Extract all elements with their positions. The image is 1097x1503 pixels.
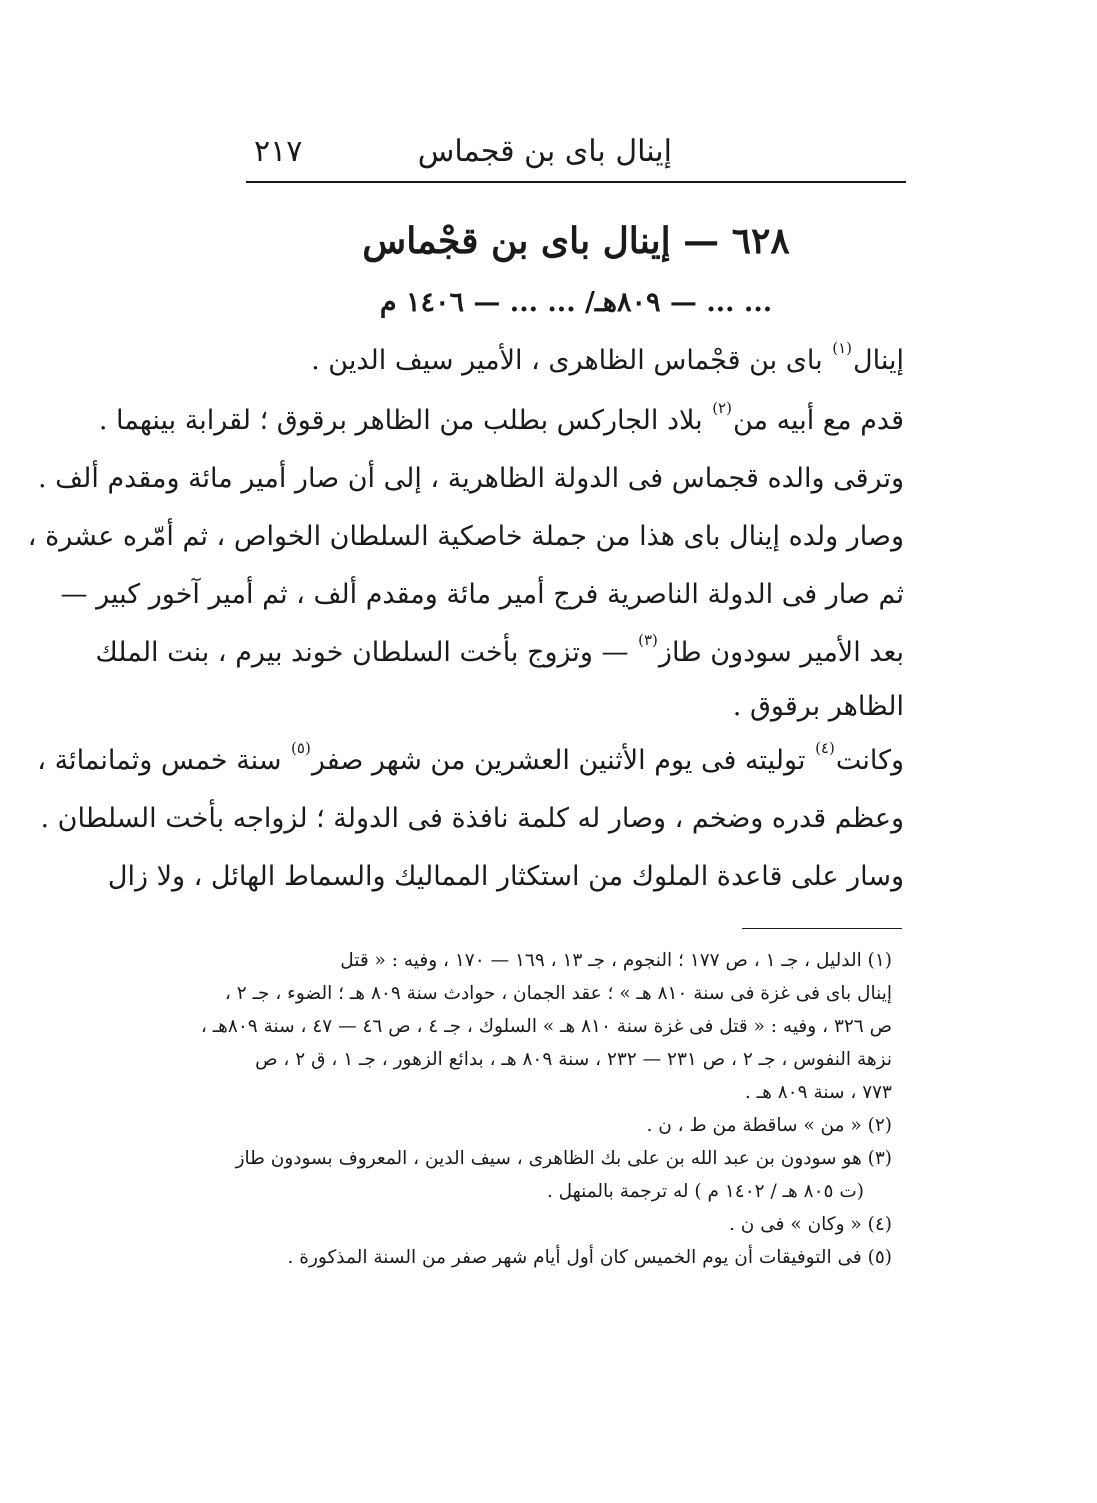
footnote-line: ص ٣٢٦ ، وفيه : « قتل فى غزة سنة ٨١٠ هـ » السلوك ، جـ ٤ ، ص ٤٦ — ٤٧ ، سنة ٨٠٩هـ ، (200, 1016, 892, 1037)
footnote-line: نزهة النفوس ، جـ ٢ ، ص ٢٣١ — ٢٣٢ ، سنة ٨٠٩ هـ ، بدائع الزهور ، جـ ١ ، ق ٢ ، ص (255, 1049, 892, 1070)
footnote-line: ٧٧٣ ، سنة ٨٠٩ هـ . (744, 1082, 892, 1103)
body-line-3: وترقى والده قجماس فى الدولة الظاهرية ، إلى أن صار أمير مائة ومقدم ألف . (38, 463, 904, 494)
footnote-ref-4[interactable]: (٤) (815, 739, 835, 757)
body-line-6: بعد الأمير سودون طاز$^{(٣)}$ — وتزوج بأخت السلطان خوند بيرم ، بنت الملك (95, 631, 904, 668)
footnote-separator (742, 928, 902, 929)
body-line-10: وسار على قاعدة الملوك من استكثار المماليك والسماط الهائل ، ولا زال (107, 861, 904, 892)
body-line-2: قدم مع أبيه من$^{(٢)}$ بلاد الجاركس بطلب من الظاهر برقوق ؛ لقرابة بينهما . (98, 399, 904, 436)
entry-heading: ٦٢٨ — إينال باى بن قجْماس (362, 220, 790, 262)
footnote-ref-2[interactable]: (٢) (712, 399, 732, 417)
footnote-line: (٣) هو سودون بن عبد الله بن على بك الظاهرى ، سيف الدين ، المعروف بسودون طاز (235, 1148, 892, 1169)
running-title: إينال باى بن قجماس (417, 134, 672, 169)
footnote-line: (ت ٨٠٥ هـ / ١٤٠٢ م ) له ترجمة بالمنهل . (546, 1181, 864, 1202)
body-line-8: وكانت$^{(٤)}$ توليته فى يوم الأثنين العشرين من شهر صفر$^{(٥)}$ سنة خمس وثمانمائة ، (37, 739, 904, 776)
footnote-ref-5[interactable]: (٥) (291, 739, 311, 757)
footnote-line: (١) الدليل ، جـ ١ ، ص ١٧٧ ؛ النجوم ، جـ ١٣ ، ١٦٩ — ١٧٠ ، وفيه : « قتل (340, 950, 892, 971)
footnote-line: إينال باى فى غزة فى سنة ٨١٠ هـ » ؛ عقد الجمان ، حوادث سنة ٨٠٩ هـ ؛ الضوء ، جـ ٢ ، (224, 983, 892, 1004)
page-number: ٢١٧ (254, 134, 303, 169)
body-line-7: الظاهر برقوق . (732, 691, 904, 722)
footnote-ref-3[interactable]: (٣) (638, 631, 658, 649)
footnotes (200, 944, 892, 1274)
body-text (27, 336, 904, 906)
body-line-9: وعظم قدره وضخم ، وصار له كلمة نافذة فى الدولة ؛ لزواجه بأخت السلطان . (40, 803, 904, 834)
body-line-5: ثم صار فى الدولة الناصرية فرج أمير مائة ومقدم ألف ، ثم أمير آخور كبير — (60, 579, 904, 610)
footnote-ref-1[interactable]: (١) (832, 339, 852, 357)
running-header (248, 128, 904, 176)
entry-dates: ... ... — ٨٠٩هـ/ ... ... — ١٤٠٦ م (379, 287, 773, 318)
footnote-line: (٥) فى التوفيقات أن يوم الخميس كان أول أيام شهر صفر من السنة المذكورة . (287, 1247, 892, 1268)
body-line-1: إينال$^{(١)}$ باى بن قجْماس الظاهرى ، الأمير سيف الدين . (311, 339, 904, 376)
header-rule (246, 181, 906, 183)
footnote-line: (٢) « من » ساقطة من ط ، ن . (646, 1115, 892, 1136)
body-line-4: وصار ولده إينال باى هذا من جملة خاصكية السلطان الخواص ، ثم أمّره عشرة ، (27, 521, 904, 552)
footnote-line: (٤) « وكان » فى ن . (729, 1214, 892, 1235)
